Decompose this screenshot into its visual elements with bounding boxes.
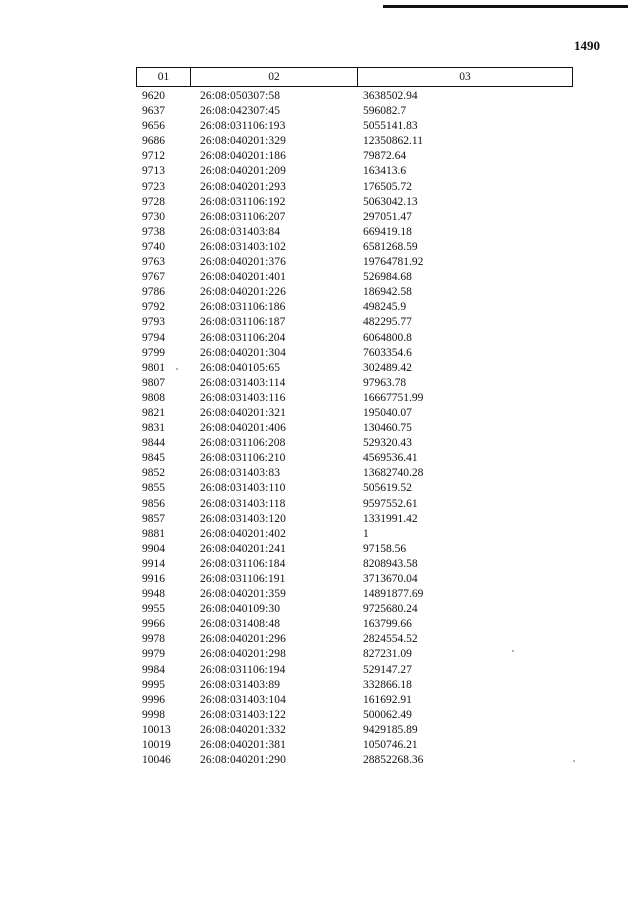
- cell-03: 500062.49: [363, 708, 412, 721]
- table-row: [136, 361, 573, 376]
- cell-01: 9740: [142, 240, 165, 253]
- cell-01: 9637: [142, 105, 165, 118]
- cell-03: 186942.58: [363, 286, 412, 299]
- table-row: [136, 481, 573, 496]
- table-row: [136, 421, 573, 436]
- cell-02: 26:08:031106:194: [200, 663, 286, 676]
- cell-03: 16667751.99: [363, 391, 424, 404]
- cell-02: 26:08:031403:102: [200, 240, 286, 253]
- cell-01: 9857: [142, 512, 165, 525]
- cell-02: 26:08:031403:118: [200, 497, 286, 510]
- table-row: [136, 708, 573, 723]
- cell-02: 26:08:040201:186: [200, 150, 286, 163]
- cell-01: 9620: [142, 90, 165, 102]
- cell-02: 26:08:040201:209: [200, 165, 286, 178]
- cell-03: 8208943.58: [363, 557, 418, 570]
- table-row: [136, 195, 573, 210]
- cell-02: 26:08:031106:207: [200, 210, 286, 223]
- cell-01: 9728: [142, 195, 165, 208]
- cell-01: 9856: [142, 497, 165, 510]
- cell-01: 9914: [142, 557, 165, 570]
- cell-01: 9801: [142, 361, 165, 374]
- table-row: [136, 753, 573, 768]
- cell-02: 26:08:031106:186: [200, 301, 286, 314]
- cell-03: 302489.42: [363, 361, 412, 374]
- cell-02: 26:08:031403:110: [200, 482, 286, 495]
- table-row: [136, 723, 573, 738]
- cell-02: 26:08:040201:241: [200, 542, 286, 555]
- cell-03: 19764781.92: [363, 256, 424, 269]
- table-row: [136, 527, 573, 542]
- cell-03: 161692.91: [363, 693, 412, 706]
- cell-01: 9799: [142, 346, 165, 359]
- cell-02: 26:08:031403:84: [200, 225, 281, 238]
- cell-01: 9794: [142, 331, 165, 344]
- cell-03: 297051.47: [363, 210, 412, 223]
- cell-01: 9844: [142, 437, 165, 450]
- cell-01: 9995: [142, 678, 165, 691]
- cell-01: 9656: [142, 120, 165, 133]
- cell-01: 9831: [142, 422, 165, 435]
- cell-02: 26:08:040201:381: [200, 739, 286, 752]
- table-row: [136, 406, 573, 421]
- cell-01: 9738: [142, 225, 165, 238]
- cell-03: 79872.64: [363, 150, 407, 163]
- cell-03: 9725680.24: [363, 603, 418, 616]
- cell-01: 9767: [142, 271, 165, 284]
- cell-01: 9763: [142, 256, 165, 269]
- cell-01: 9730: [142, 210, 165, 223]
- cell-03: 3713670.04: [363, 573, 418, 585]
- cell-02: 26:08:040201:406: [200, 422, 286, 435]
- top-rule: [383, 5, 628, 8]
- table-row: [136, 89, 573, 104]
- cell-01: 9792: [142, 301, 165, 314]
- cell-02: 26:08:040201:332: [200, 723, 286, 736]
- cell-03: 6581268.59: [363, 240, 418, 253]
- cell-02: 26:08:031408:48: [200, 618, 281, 631]
- scan-speck: [512, 650, 514, 652]
- cell-03: 5063042.13: [363, 195, 418, 208]
- cell-02: 26:08:031106:208: [200, 437, 286, 450]
- cell-01: 9808: [142, 391, 165, 404]
- table-row: [136, 632, 573, 647]
- table-header: [136, 67, 573, 87]
- cell-03: 176505.72: [363, 180, 412, 193]
- cell-03: 529320.43: [363, 437, 412, 450]
- table-body: [136, 89, 573, 768]
- cell-02: 26:08:040201:376: [200, 256, 286, 269]
- cell-01: 9686: [142, 135, 165, 148]
- table-row: [136, 346, 573, 361]
- table-row: [136, 331, 573, 346]
- cell-02: 26:08:040201:329: [200, 135, 286, 148]
- cell-01: 9904: [142, 542, 165, 555]
- cell-01: 9916: [142, 573, 165, 585]
- table-row: [136, 210, 573, 225]
- cell-01: 9712: [142, 150, 165, 163]
- cell-02: 26:08:040201:290: [200, 754, 286, 767]
- cell-02: 26:08:050307:58: [200, 90, 281, 102]
- cell-02: 26:08:031106:184: [200, 557, 286, 570]
- cell-02: 26:08:040201:226: [200, 286, 286, 299]
- cell-03: 3638502.94: [363, 90, 418, 102]
- cell-01: 10019: [142, 739, 171, 752]
- cell-01: 9966: [142, 618, 165, 631]
- cell-02: 26:08:040201:321: [200, 406, 286, 419]
- cell-01: 9807: [142, 376, 165, 389]
- table-row: [136, 300, 573, 315]
- cell-03: 9429185.89: [363, 723, 418, 736]
- table-row: [136, 285, 573, 300]
- cell-01: 9998: [142, 708, 165, 721]
- cell-01: 10013: [142, 723, 171, 736]
- cell-03: 498245.9: [363, 301, 407, 314]
- table-row: [136, 678, 573, 693]
- table-row: [136, 602, 573, 617]
- cell-02: 26:08:040201:296: [200, 633, 286, 646]
- cell-01: 9978: [142, 633, 165, 646]
- cell-03: 14891877.69: [363, 588, 424, 601]
- cell-03: 1: [363, 527, 369, 540]
- table-row: [136, 451, 573, 466]
- cell-03: 12350862.11: [363, 135, 423, 148]
- cell-03: 195040.07: [363, 406, 412, 419]
- table-row: [136, 270, 573, 285]
- table-row: [136, 240, 573, 255]
- scan-speck: [176, 368, 178, 370]
- table-row: [136, 104, 573, 119]
- cell-03: 6064800.8: [363, 331, 412, 344]
- table-row: [136, 587, 573, 602]
- table-row: [136, 557, 573, 572]
- cell-01: 9984: [142, 663, 165, 676]
- cell-02: 26:08:040201:293: [200, 180, 286, 193]
- cell-01: 9786: [142, 286, 165, 299]
- cell-03: 1331991.42: [363, 512, 418, 525]
- cell-02: 26:08:040201:304: [200, 346, 286, 359]
- cell-02: 26:08:031403:104: [200, 693, 286, 706]
- cell-01: 9845: [142, 452, 165, 465]
- table-row: [136, 391, 573, 406]
- cell-01: 9821: [142, 406, 165, 419]
- table-row: [136, 542, 573, 557]
- cell-03: 4569536.41: [363, 452, 418, 465]
- cell-01: 9979: [142, 648, 165, 661]
- table-row: [136, 572, 573, 587]
- cell-03: 130460.75: [363, 422, 412, 435]
- cell-02: 26:08:031403:120: [200, 512, 286, 525]
- table-row: [136, 255, 573, 270]
- cell-03: 505619.52: [363, 482, 412, 495]
- cell-03: 2824554.52: [363, 633, 418, 646]
- cell-03: 827231.09: [363, 648, 412, 661]
- cell-03: 13682740.28: [363, 467, 424, 480]
- page-number: 1490: [574, 38, 600, 53]
- cell-02: 26:08:040201:402: [200, 527, 286, 540]
- cell-01: 9855: [142, 482, 165, 495]
- cell-02: 26:08:031106:193: [200, 120, 286, 133]
- cell-01: 9852: [142, 467, 165, 480]
- cell-03: 5055141.83: [363, 120, 418, 133]
- table-row: [136, 436, 573, 451]
- cell-01: 9723: [142, 180, 165, 193]
- cell-01: 9948: [142, 588, 165, 601]
- cell-02: 26:08:031106:204: [200, 331, 286, 344]
- cell-02: 26:08:042307:45: [200, 105, 281, 118]
- column-header-02: 02: [191, 68, 358, 86]
- table-row: [136, 617, 573, 632]
- cell-02: 26:08:031403:83: [200, 467, 281, 480]
- cell-02: 26:08:040105:65: [200, 361, 281, 374]
- cell-03: 526984.68: [363, 271, 412, 284]
- cell-03: 7603354.6: [363, 346, 412, 359]
- cell-01: 10046: [142, 754, 171, 767]
- table-row: [136, 663, 573, 678]
- table-row: [136, 376, 573, 391]
- cell-03: 163413.6: [363, 165, 407, 178]
- table-row: [136, 693, 573, 708]
- cell-02: 26:08:031403:114: [200, 376, 286, 389]
- cell-01: 9955: [142, 603, 165, 616]
- cell-01: 9996: [142, 693, 165, 706]
- cell-03: 97158.56: [363, 542, 407, 555]
- table-row: [136, 738, 573, 753]
- cell-03: 669419.18: [363, 225, 412, 238]
- cell-03: 596082.7: [363, 105, 407, 118]
- cell-03: 163799.66: [363, 618, 412, 631]
- cell-01: 9793: [142, 316, 165, 329]
- table-row: [136, 497, 573, 512]
- column-header-03: 03: [459, 71, 471, 83]
- cell-02: 26:08:040109:30: [200, 603, 281, 616]
- cell-02: 26:08:031106:192: [200, 195, 286, 208]
- cell-02: 26:08:031403:89: [200, 678, 281, 691]
- cell-03: 9597552.61: [363, 497, 418, 510]
- table-row: [136, 134, 573, 149]
- table-row: [136, 180, 573, 195]
- cell-02: 26:08:031403:116: [200, 391, 286, 404]
- cell-01: 9713: [142, 165, 165, 178]
- table-row: [136, 119, 573, 134]
- cell-03: 28852268.36: [363, 754, 424, 767]
- cell-02: 26:08:031106:210: [200, 452, 286, 465]
- cell-03: 1050746.21: [363, 739, 418, 752]
- table-row: [136, 647, 573, 662]
- scan-speck: [573, 760, 575, 762]
- table-row: [136, 512, 573, 527]
- cell-03: 482295.77: [363, 316, 412, 329]
- table-row: [136, 149, 573, 164]
- cell-02: 26:08:031106:187: [200, 316, 286, 329]
- column-header-01: 01: [137, 68, 191, 86]
- cell-03: 97963.78: [363, 376, 407, 389]
- cell-02: 26:08:040201:401: [200, 271, 286, 284]
- cell-01: 9881: [142, 527, 165, 540]
- table-row: [136, 315, 573, 330]
- cell-03: 332866.18: [363, 678, 412, 691]
- cell-02: 26:08:031106:191: [200, 573, 286, 585]
- cell-02: 26:08:031403:122: [200, 708, 286, 721]
- table-row: [136, 164, 573, 179]
- table-row: [136, 466, 573, 481]
- cell-02: 26:08:040201:298: [200, 648, 286, 661]
- cell-03: 529147.27: [363, 663, 412, 676]
- table-row: [136, 225, 573, 240]
- cell-02: 26:08:040201:359: [200, 588, 286, 601]
